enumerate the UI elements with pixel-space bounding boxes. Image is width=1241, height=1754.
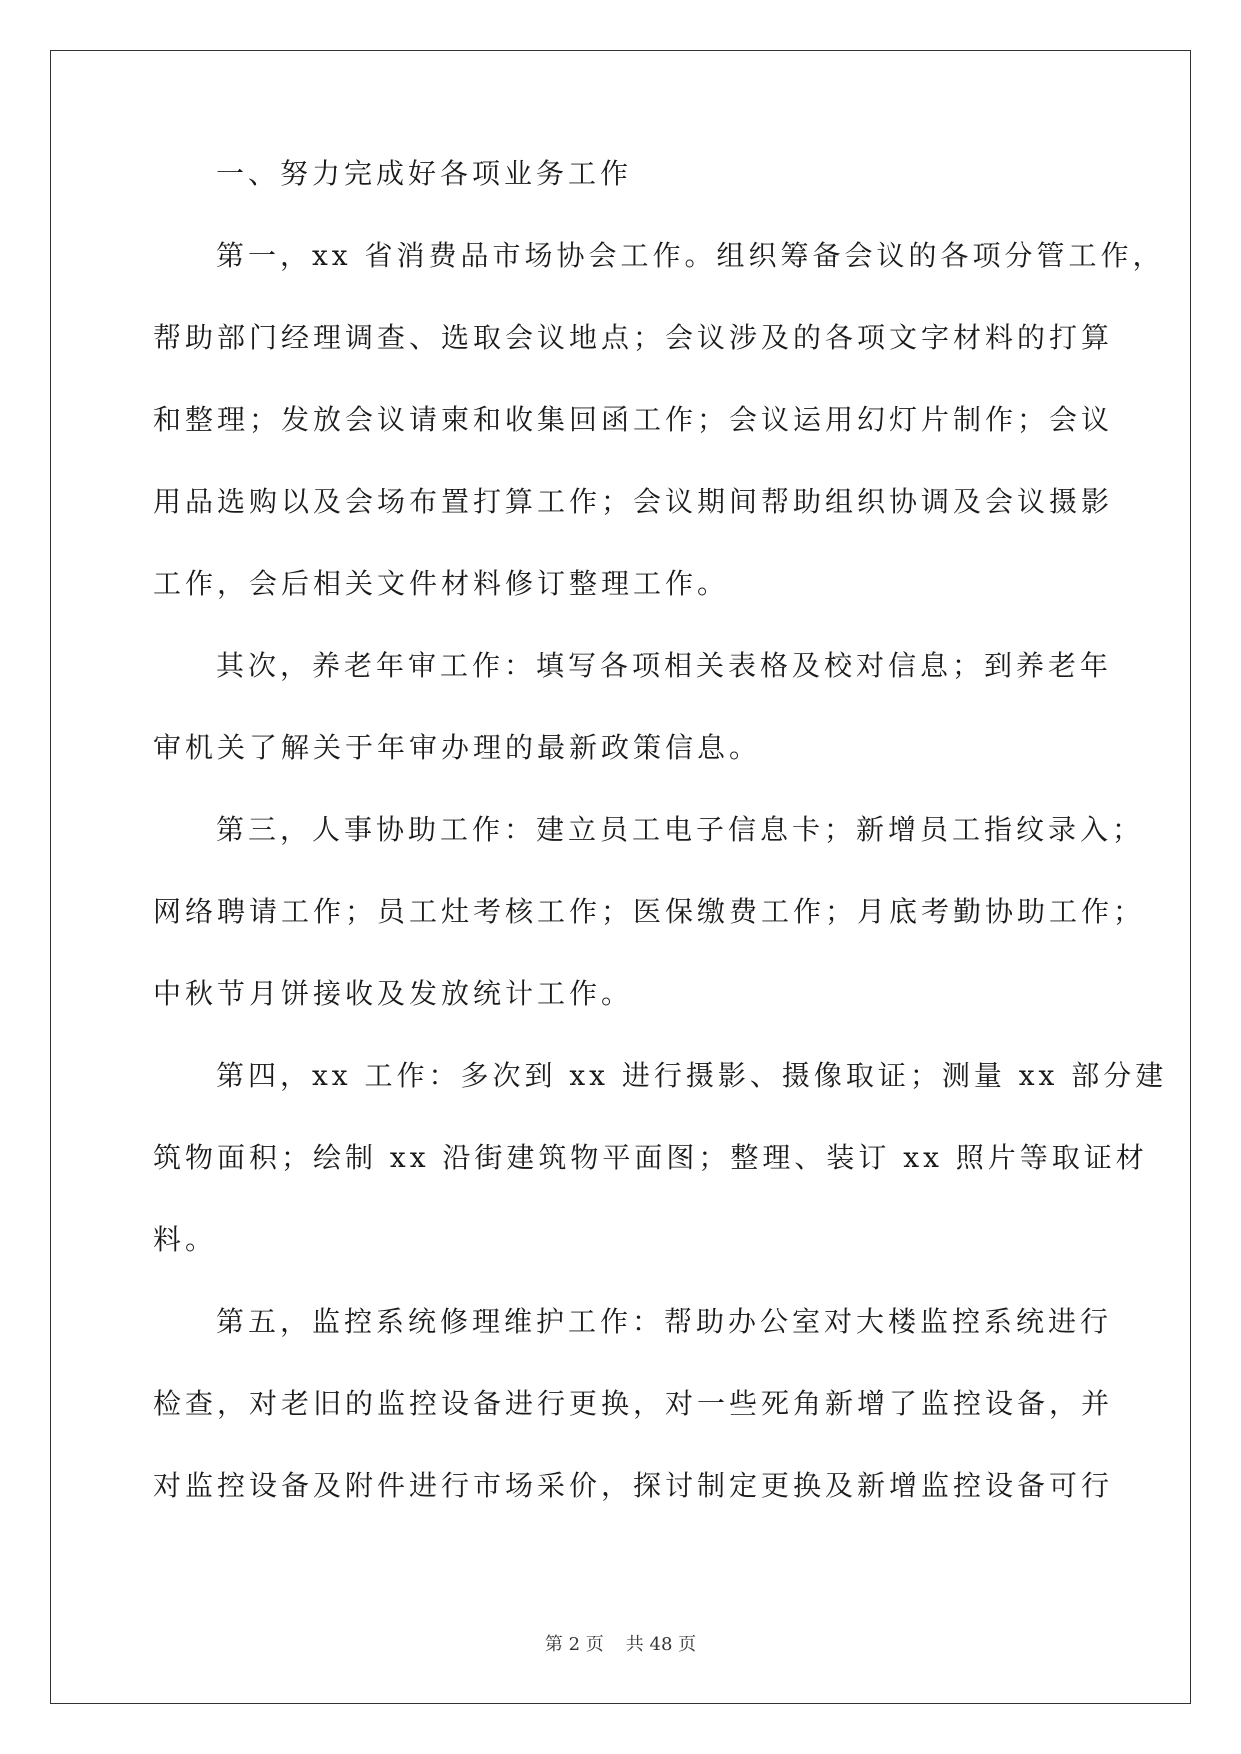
- text-line: 其次，养老年审工作：填写各项相关表格及校对信息；到养老年: [216, 649, 1113, 682]
- text-line: 中秋节月饼接收及发放统计工作。: [153, 977, 634, 1010]
- page-footer: [0, 1630, 1241, 1656]
- text-line: 第三，人事协助工作：建立员工电子信息卡；新增员工指纹录入；: [216, 813, 1145, 846]
- text-line: 审机关了解关于年审办理的最新政策信息。: [153, 731, 762, 764]
- text-line: 第四，xx 工作：多次到 xx 进行摄影、摄像取证；测量 xx 部分建: [216, 1059, 1168, 1092]
- text-line: 和整理；发放会议请柬和收集回函工作；会议运用幻灯片制作；会议: [153, 403, 1114, 436]
- page-total: 共 48 页: [625, 1634, 697, 1655]
- text-line: 对监控设备及附件进行市场采价，探讨制定更换及新增监控设备可行: [153, 1469, 1114, 1502]
- text-line: 网络聘请工作；员工灶考核工作；医保缴费工作；月底考勤协助工作；: [153, 895, 1146, 928]
- text-line: 筑物面积；绘制 xx 沿街建筑物平面图；整理、装订 xx 照片等取证材: [153, 1141, 1148, 1174]
- document-body: [153, 157, 1168, 1552]
- text-line: 帮助部门经理调查、选取会议地点；会议涉及的各项文字材料的打算: [153, 321, 1114, 354]
- text-line: 工作，会后相关文件材料修订整理工作。: [153, 567, 730, 600]
- text-line: 料。: [153, 1223, 218, 1256]
- text-line: 检查，对老旧的监控设备进行更换，对一些死角新增了监控设备，并: [153, 1387, 1114, 1420]
- text-line: 用品选购以及会场布置打算工作；会议期间帮助组织协调及会议摄影: [153, 485, 1114, 518]
- section-heading: 一、努力完成好各项业务工作: [216, 157, 633, 190]
- text-line: 第五，监控系统修理维护工作：帮助办公室对大楼监控系统进行: [216, 1305, 1113, 1338]
- text-line: 第一，xx 省消费品市场协会工作。组织筹备会议的各项分管工作，: [216, 239, 1165, 272]
- page-number: 第 2 页: [544, 1634, 604, 1655]
